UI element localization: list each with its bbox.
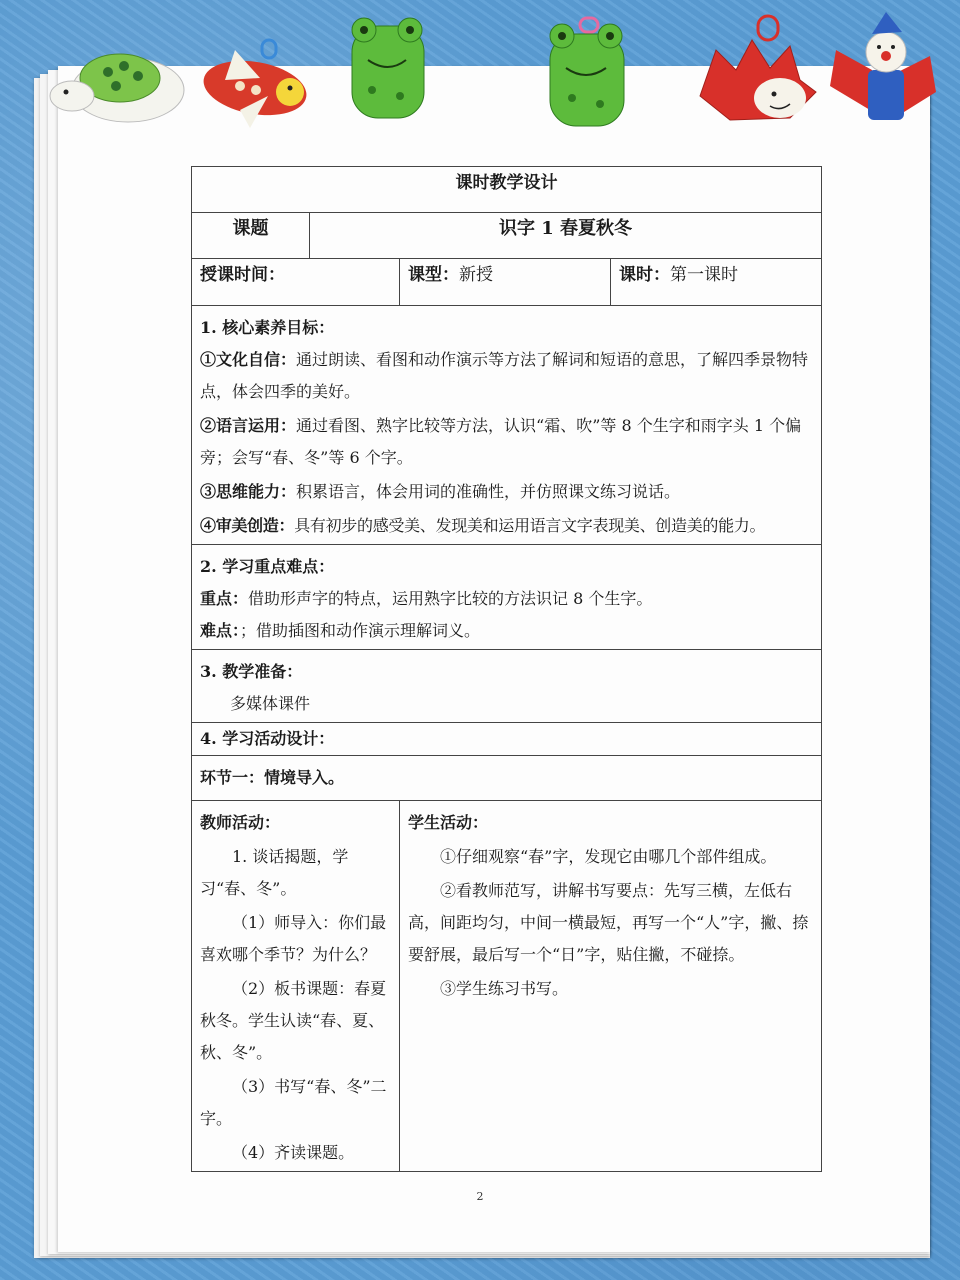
activity-stage: 环节一：情境导入。	[192, 756, 822, 801]
core-goals-heading: 1. 核心素养目标：	[200, 318, 335, 337]
difficult-point-label: 难点：	[200, 621, 241, 640]
topic-value: 识字 1 春夏秋冬	[310, 213, 822, 259]
preparation-section	[192, 650, 822, 723]
goal-label: ③思维能力：	[200, 482, 297, 501]
key-points-section	[192, 545, 822, 650]
goal-text: 通过看图、熟字比较等方法，认识“霜、吹”等 8 个生字和雨字头 1 个偏旁；会写“春、冬”等 6 个字。	[200, 416, 802, 467]
key-point-text: 借助形声字的特点，运用熟字比较的方法识记 8 个生字。	[248, 589, 653, 608]
goal-item	[200, 476, 813, 508]
lesson-period-value: 第一课时	[670, 265, 738, 285]
goal-item	[200, 510, 813, 542]
goal-text: 通过朗读、看图和动作演示等方法了解词和短语的意思，了解四季景物特点，体会四季的美好。	[200, 350, 809, 401]
clown-clip-icon	[830, 12, 936, 120]
goal-label: ④审美创造：	[200, 516, 295, 535]
lesson-period-label: 课时：	[619, 265, 670, 285]
activity-heading: 4. 学习活动设计：	[192, 723, 822, 756]
goal-item	[200, 344, 813, 408]
teacher-activity-line: （1）师导入：你们最喜欢哪个季节？为什么？	[200, 913, 387, 964]
goal-text: 具有初步的感受美、发现美和运用语言文字表现美、创造美的能力。	[294, 516, 766, 535]
difficult-point	[200, 615, 813, 647]
teacher-activity-line: （2）板书课题：春夏秋冬。学生认读“春、夏、秋、冬”。	[200, 979, 387, 1062]
page-number: 2	[476, 1190, 484, 1203]
teacher-activity-line: 1. 谈话揭题，学习“春、冬”。	[200, 847, 349, 898]
goal-text: 积累语言，体会用词的准确性，并仿照课文练习说话。	[296, 482, 681, 501]
topic-label: 课题	[192, 213, 310, 259]
teacher-activity-column	[192, 801, 400, 1172]
student-activity-column	[400, 801, 822, 1172]
class-time-cell	[192, 259, 400, 306]
student-activity-line: ③学生练习书写。	[440, 979, 569, 998]
preparation-heading: 3. 教学准备：	[200, 662, 303, 681]
goal-label: ①文化自信：	[200, 350, 297, 369]
class-time-label: 授课时间：	[200, 265, 285, 285]
goal-label: ②语言运用：	[200, 416, 297, 435]
table-title: 课时教学设计	[192, 167, 822, 213]
lesson-type-cell	[400, 259, 611, 306]
key-point-label: 重点：	[200, 589, 249, 608]
decorative-clips	[0, 0, 960, 150]
turtle-clip-icon	[50, 54, 184, 122]
preparation-text: 多媒体课件	[230, 694, 311, 713]
student-activity-label: 学生活动：	[408, 813, 489, 832]
lesson-plan-table	[191, 166, 822, 1172]
goal-item	[200, 410, 813, 474]
difficult-point-text: ；借助插图和动作演示理解词义。	[240, 621, 481, 640]
airplane-clip-icon	[199, 40, 310, 128]
frog-clip-icon	[352, 18, 424, 118]
hedgehog-clip-icon	[700, 16, 816, 120]
key-point	[200, 583, 813, 615]
teacher-activity-line: （3）书写“春、冬”二字。	[200, 1077, 387, 1128]
teacher-activity-line: （4）齐读课题。	[232, 1143, 355, 1162]
student-activity-line: ②看教师范写，讲解书写要点：先写三横，左低右高，间距均匀，中间一横最短，再写一个“人”字，撇、捺要舒展，最后写一个“日”字，贴住撇，不碰捺。	[408, 881, 809, 964]
lesson-type-label: 课型：	[408, 265, 459, 285]
lesson-type-value: 新授	[459, 265, 493, 285]
lesson-period-cell	[611, 259, 822, 306]
key-points-heading: 2. 学习重点难点：	[200, 557, 335, 576]
core-goals-section	[192, 306, 822, 545]
student-activity-line: ①仔细观察“春”字，发现它由哪几个部件组成。	[440, 847, 777, 866]
teacher-activity-label: 教师活动：	[200, 813, 281, 832]
frog-clip-icon	[550, 18, 624, 126]
